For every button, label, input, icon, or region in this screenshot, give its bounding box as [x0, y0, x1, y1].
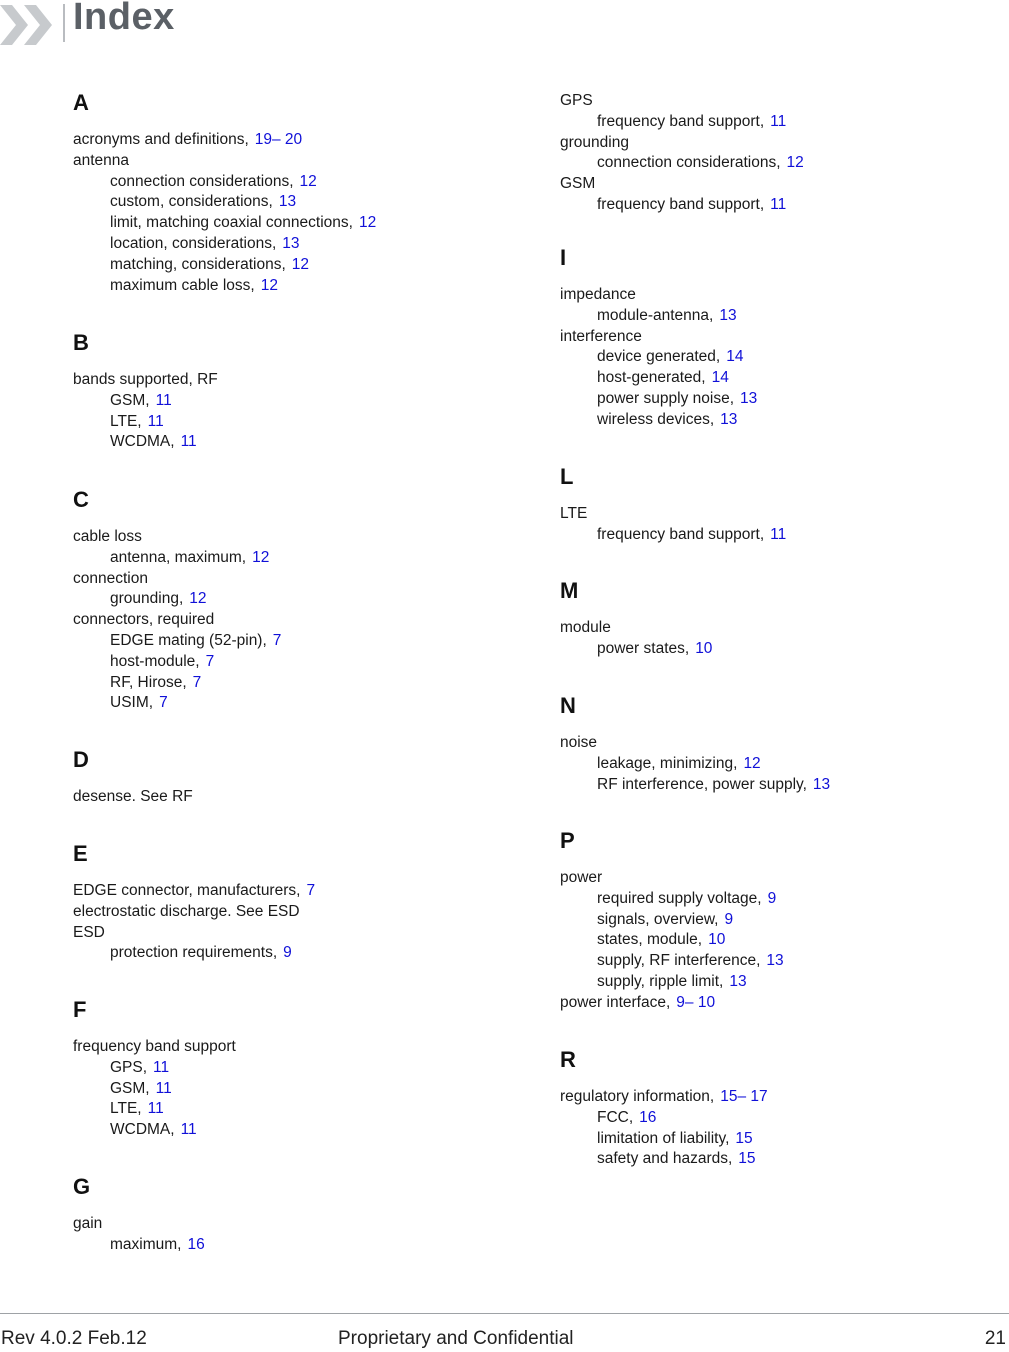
entry-text: GSM: [560, 175, 596, 193]
index-subentry: [73, 1235, 513, 1256]
index-subentry: [73, 255, 513, 276]
entry-text: interference: [560, 327, 642, 345]
entry-text: antenna: [73, 151, 130, 169]
entry-text: grounding: [560, 133, 629, 151]
index-entry: [560, 504, 1000, 525]
entry-text: power supply noise,: [597, 389, 734, 407]
index-section: [560, 1046, 1000, 1170]
entry-text: leakage, minimizing,: [597, 754, 738, 772]
section-letter: D: [73, 747, 89, 772]
page-link[interactable]: 13: [812, 775, 831, 793]
index-subentry: [560, 754, 1000, 775]
index-subentry: [73, 1099, 513, 1120]
index-subentry: [560, 153, 1000, 174]
section-letter: F: [73, 997, 87, 1022]
page-link[interactable]: 12: [291, 255, 310, 273]
index-section: [73, 840, 513, 964]
index-subentry: [560, 775, 1000, 796]
page-link[interactable]: 9: [283, 944, 292, 962]
index-entry: [73, 610, 513, 631]
page-link[interactable]: 12: [189, 590, 207, 608]
index-entry: [560, 174, 1000, 195]
entry-text: host-module,: [110, 652, 200, 670]
entry-text: GPS,: [110, 1058, 148, 1076]
section-letter: C: [73, 487, 89, 512]
index-subentry: [560, 368, 1000, 389]
page-link[interactable]: 11: [153, 1058, 170, 1076]
page-link[interactable]: 9: [724, 910, 734, 928]
double-chevron-icon: [0, 3, 60, 47]
footer-page-number: 21: [984, 1328, 1006, 1349]
index-section: [560, 577, 1000, 660]
index-subentry: [73, 589, 513, 610]
entry-text: host-generated,: [597, 369, 706, 387]
page-title: Index: [73, 0, 175, 38]
entry-text: device generated,: [597, 348, 721, 366]
page-link[interactable]: 11: [770, 112, 787, 130]
entry-text: frequency band support: [73, 1038, 236, 1055]
index-entry: [73, 151, 513, 172]
entry-text: EDGE mating (52-pin),: [110, 631, 267, 649]
page-link[interactable]: 12: [743, 754, 761, 772]
page-link[interactable]: 9– 10: [676, 993, 716, 1011]
entry-text: impedance: [560, 286, 636, 303]
page-link[interactable]: 14: [711, 369, 729, 387]
footer-confidential: Proprietary and Confidential: [338, 1328, 574, 1349]
page-link[interactable]: 11: [180, 1121, 197, 1139]
page-link[interactable]: 10: [708, 931, 726, 949]
index-subentry: [73, 693, 513, 714]
entry-text: connection considerations,: [110, 172, 294, 190]
index-subentry: [73, 1079, 513, 1100]
index-section: [73, 486, 513, 714]
entry-text: states, module,: [597, 931, 703, 949]
entry-text: cable loss: [73, 528, 142, 545]
index-subentry: [560, 195, 1000, 216]
entry-text: RF, Hirose,: [110, 673, 187, 691]
index-subentry: [73, 1058, 513, 1079]
index-entry: [560, 868, 1000, 889]
page-link[interactable]: 12: [299, 172, 317, 190]
index-subentry: [560, 525, 1000, 546]
page-link[interactable]: 13: [729, 972, 747, 990]
page-link[interactable]: 7: [306, 882, 316, 899]
section-letter: R: [560, 1047, 576, 1072]
entry-text: noise: [560, 734, 598, 751]
page-link[interactable]: 11: [770, 525, 787, 543]
page-link[interactable]: 16: [639, 1108, 657, 1126]
index-entry: [73, 787, 513, 808]
page-link[interactable]: 11: [147, 412, 164, 430]
entry-text: WCDMA,: [110, 1121, 175, 1139]
page-link[interactable]: 15: [738, 1150, 756, 1168]
entry-text: FCC,: [597, 1108, 634, 1126]
page-link[interactable]: 12: [252, 548, 270, 566]
index-subentry: [73, 412, 513, 433]
page-link[interactable]: 7: [159, 694, 168, 712]
entry-text: regulatory information,: [560, 1088, 715, 1105]
page-link[interactable]: 7: [192, 673, 202, 691]
footer-revision: Rev 4.0.2 Feb.12: [1, 1328, 147, 1349]
page-link[interactable]: 12: [260, 276, 278, 294]
footer-rule: [0, 1313, 1009, 1314]
section-letter: N: [560, 693, 576, 718]
index-subentry: [560, 910, 1000, 931]
index-subentry: [73, 1120, 513, 1141]
entry-text: LTE,: [110, 1100, 142, 1118]
index-subentry: [73, 172, 513, 193]
page-link[interactable]: 13: [740, 389, 758, 407]
index-subentry: [73, 673, 513, 694]
index-subentry: [73, 192, 513, 213]
entry-text: EDGE connector, manufacturers,: [73, 882, 301, 899]
page-link[interactable]: 19– 20: [254, 131, 303, 148]
entry-text: power states,: [597, 639, 690, 657]
index-entry: [73, 881, 513, 902]
entry-text: ESD: [73, 923, 105, 941]
section-letter: M: [560, 578, 579, 603]
index-subentry: [73, 432, 513, 453]
section-letter: G: [73, 1174, 91, 1199]
page-link[interactable]: 10: [695, 639, 713, 657]
entry-text: GSM,: [110, 1079, 150, 1097]
index-subentry: [560, 1149, 1000, 1170]
index-entry: [560, 133, 1000, 154]
page-link[interactable]: 11: [155, 1079, 172, 1097]
page-link[interactable]: 7: [205, 652, 215, 670]
entry-text: frequency band support,: [597, 525, 765, 543]
index-subentry: [73, 631, 513, 652]
index-entry: [73, 1214, 513, 1235]
index-subentry: [560, 951, 1000, 972]
page-link[interactable]: 11: [155, 391, 172, 409]
page-link[interactable]: 14: [726, 348, 744, 366]
page-link[interactable]: 9: [767, 889, 777, 907]
entry-text: module-antenna,: [597, 306, 714, 324]
index-section: [560, 91, 1000, 216]
entry-text: frequency band support,: [597, 195, 765, 213]
header-divider: [63, 4, 65, 42]
entry-text: LTE: [560, 505, 588, 522]
entry-text: connection considerations,: [597, 154, 781, 172]
index-entry: [73, 923, 513, 944]
index-entry: [560, 91, 1000, 112]
index-subentry: [560, 972, 1000, 993]
entry-text: acronyms and definitions,: [73, 131, 249, 148]
index-subentry: [560, 1108, 1000, 1129]
section-letter: I: [560, 245, 567, 270]
entry-text: GSM,: [110, 391, 150, 409]
index-entry: [560, 618, 1000, 639]
index-entry: [73, 527, 513, 548]
page-link[interactable]: 15: [735, 1129, 753, 1147]
index-section: [560, 692, 1000, 795]
entry-text: supply, ripple limit,: [597, 972, 724, 990]
entry-text: limitation of liability,: [597, 1129, 730, 1147]
entry-text: safety and hazards,: [597, 1150, 733, 1168]
entry-text: connection: [73, 569, 148, 587]
entry-text: frequency band support,: [597, 112, 765, 130]
entry-text: limit, matching coaxial connections,: [110, 214, 353, 232]
page-link[interactable]: 13: [719, 306, 737, 324]
section-letter: L: [560, 464, 574, 489]
index-section: [73, 746, 513, 808]
page-link[interactable]: 7: [272, 631, 282, 649]
entry-text: RF interference, power supply,: [597, 775, 807, 793]
entry-text: LTE,: [110, 412, 142, 430]
index-subentry: [73, 652, 513, 673]
index-section: [560, 463, 1000, 546]
page-link[interactable]: 12: [358, 214, 377, 232]
index-subentry: [560, 930, 1000, 951]
page-header: [0, 0, 400, 48]
entry-text: required supply voltage,: [597, 889, 762, 907]
entry-text: maximum cable loss,: [110, 276, 255, 294]
page-link[interactable]: 15– 17: [720, 1088, 768, 1105]
entry-text: wireless devices,: [597, 410, 715, 428]
index-subentry: [73, 943, 513, 964]
index-subentry: [560, 112, 1000, 133]
index-subentry: [560, 639, 1000, 660]
entry-text: grounding,: [110, 590, 184, 608]
page-link[interactable]: 11: [180, 433, 197, 451]
index-subentry: [560, 389, 1000, 410]
entry-text: maximum,: [110, 1235, 182, 1253]
index-entry: [73, 1037, 513, 1058]
entry-text: WCDMA,: [110, 433, 175, 451]
index-subentry: [73, 276, 513, 297]
section-letter: E: [73, 841, 88, 866]
page-link[interactable]: 11: [147, 1100, 164, 1118]
index-subentry: [73, 234, 513, 255]
entry-text: supply, RF interference,: [597, 952, 761, 970]
index-entry: [560, 733, 1000, 754]
index-section: [560, 827, 1000, 1014]
entry-text: bands supported, RF: [73, 371, 218, 388]
index-entry: [560, 327, 1000, 348]
page-link[interactable]: 13: [278, 193, 297, 211]
page-link[interactable]: 16: [187, 1235, 205, 1253]
index-section: [560, 244, 1000, 431]
index-section: [73, 329, 513, 453]
entry-text: antenna, maximum,: [110, 548, 247, 566]
index-subentry: [73, 548, 513, 569]
section-letter: A: [73, 90, 89, 115]
entry-text: power: [560, 869, 603, 886]
entry-text: power interface,: [560, 993, 671, 1011]
index-section: [73, 89, 513, 296]
entry-text: protection requirements,: [110, 944, 278, 962]
section-letter: B: [73, 330, 89, 355]
index-entry: [560, 285, 1000, 306]
index-entry: [73, 902, 513, 923]
entry-text: desense. See RF: [73, 788, 193, 805]
page-link[interactable]: 12: [786, 154, 804, 172]
index-subentry: [560, 306, 1000, 327]
index-subentry: [560, 410, 1000, 431]
entry-text: USIM,: [110, 694, 154, 712]
entry-text: connectors, required: [73, 611, 215, 629]
index-entry: [560, 1087, 1000, 1108]
entry-text: signals, overview,: [597, 910, 719, 928]
index-section: [73, 996, 513, 1141]
entry-text: matching, considerations,: [110, 255, 286, 273]
index-subentry: [560, 889, 1000, 910]
index-subentry: [73, 213, 513, 234]
index-entry: [73, 569, 513, 590]
index-entry: [73, 370, 513, 391]
entry-text: custom, considerations,: [110, 193, 273, 211]
page-link[interactable]: 13: [720, 410, 738, 428]
entry-text: module: [560, 619, 611, 636]
index-entry: [73, 130, 513, 151]
page-link[interactable]: 11: [770, 195, 787, 213]
index-subentry: [560, 347, 1000, 368]
section-letter: P: [560, 828, 575, 853]
entry-text: electrostatic discharge. See ESD: [73, 902, 300, 920]
entry-text: GPS: [560, 92, 593, 109]
index-section: [73, 1173, 513, 1256]
page-link[interactable]: 13: [766, 952, 784, 970]
index-subentry: [560, 1129, 1000, 1150]
page-link[interactable]: 13: [282, 234, 300, 252]
entry-text: gain: [73, 1215, 103, 1232]
index-subentry: [73, 391, 513, 412]
index-entry: [560, 993, 1000, 1014]
entry-text: location, considerations,: [110, 234, 277, 252]
